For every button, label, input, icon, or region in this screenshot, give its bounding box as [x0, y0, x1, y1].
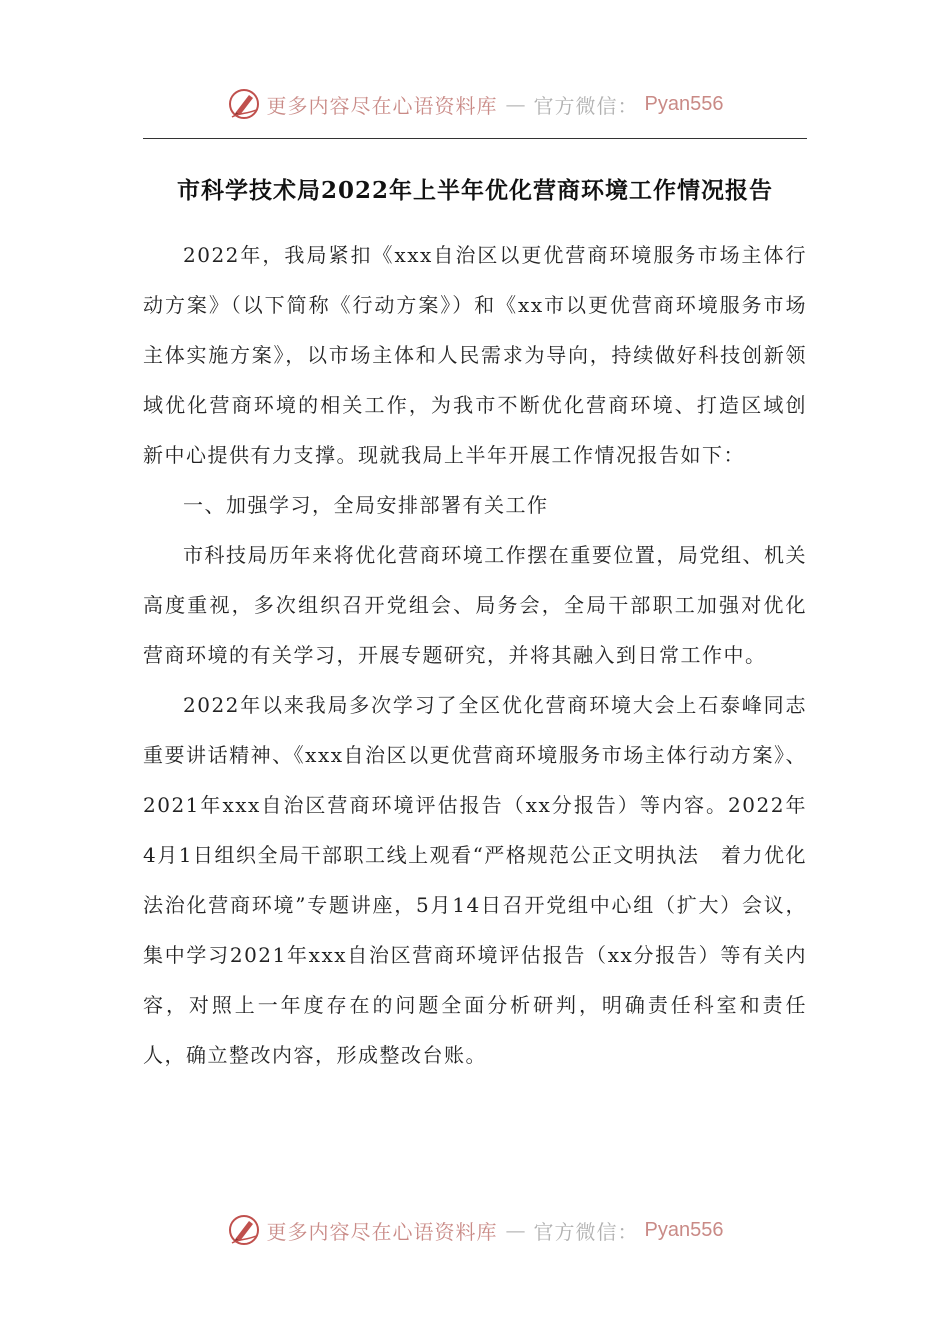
footer-watermark [0, 1208, 950, 1252]
watermark-main-text: 更多内容尽在心语资料库 [266, 93, 498, 118]
paragraph-body: 市科技局历年来将优化营商环境工作摆在重要位置，局党组、机关高度重视，多次组织召开党组会、局务会，全局干部职工加强对优化营商环境的有关学习，开展专题研究，并将其融入到日常工作中。 [143, 543, 807, 667]
document-title: 市科学技术局2022年上半年优化营商环境工作情况报告 [176, 177, 773, 204]
document-body [143, 230, 807, 1080]
header-watermark [0, 82, 950, 126]
pen-logo-icon [227, 1213, 261, 1247]
watermark-contact-label: 官方微信： [533, 1219, 639, 1244]
section-heading-1: 一、加强学习，全局安排部署有关工作 [183, 493, 549, 517]
watermark-separator: — [505, 1218, 526, 1242]
watermark-contact-id: Pyan556 [644, 92, 724, 115]
paragraph-intro: 2022年，我局紧扣《xxx自治区以更优营商环境服务市场主体行动方案》（以下简称《行动方案》）和《xx市以更优营商环境服务市场主体实施方案》，以市场主体和人民需求为导向，持续做好科技创新领域优化营商环境的相关工作，为我市不断优化营商环境、打造区域创新中心提供有力支撑。现就我局上半年开展工作情况报告如下： [143, 243, 807, 467]
watermark-contact-label: 官方微信： [533, 93, 639, 118]
watermark-contact-id: Pyan556 [644, 1218, 724, 1241]
watermark-main-text: 更多内容尽在心语资料库 [266, 1219, 498, 1244]
pen-logo-icon [227, 87, 261, 121]
header-divider [143, 138, 807, 139]
paragraph-body: 2022年以来我局多次学习了全区优化营商环境大会上石泰峰同志重要讲话精神、《xxx自治区以更优营商环境服务市场主体行动方案》、2021年xxx自治区营商环境评估报告（xx分报告）等内容。2022年4月1日组织全局干部职工线上观看“严格规范公正文明执法 着力优化法治化营商环境”专题讲座，5月14日召开党组中心组（扩大）会议，集中学习2021年xxx自治区营商环境评估报告（xx分报告）等有关内容，对照上一年度存在的问题全面分析研判，明确责任科室和责任人，确立整改内容，形成整改台账。 [143, 693, 807, 1067]
watermark-separator: — [505, 92, 526, 116]
